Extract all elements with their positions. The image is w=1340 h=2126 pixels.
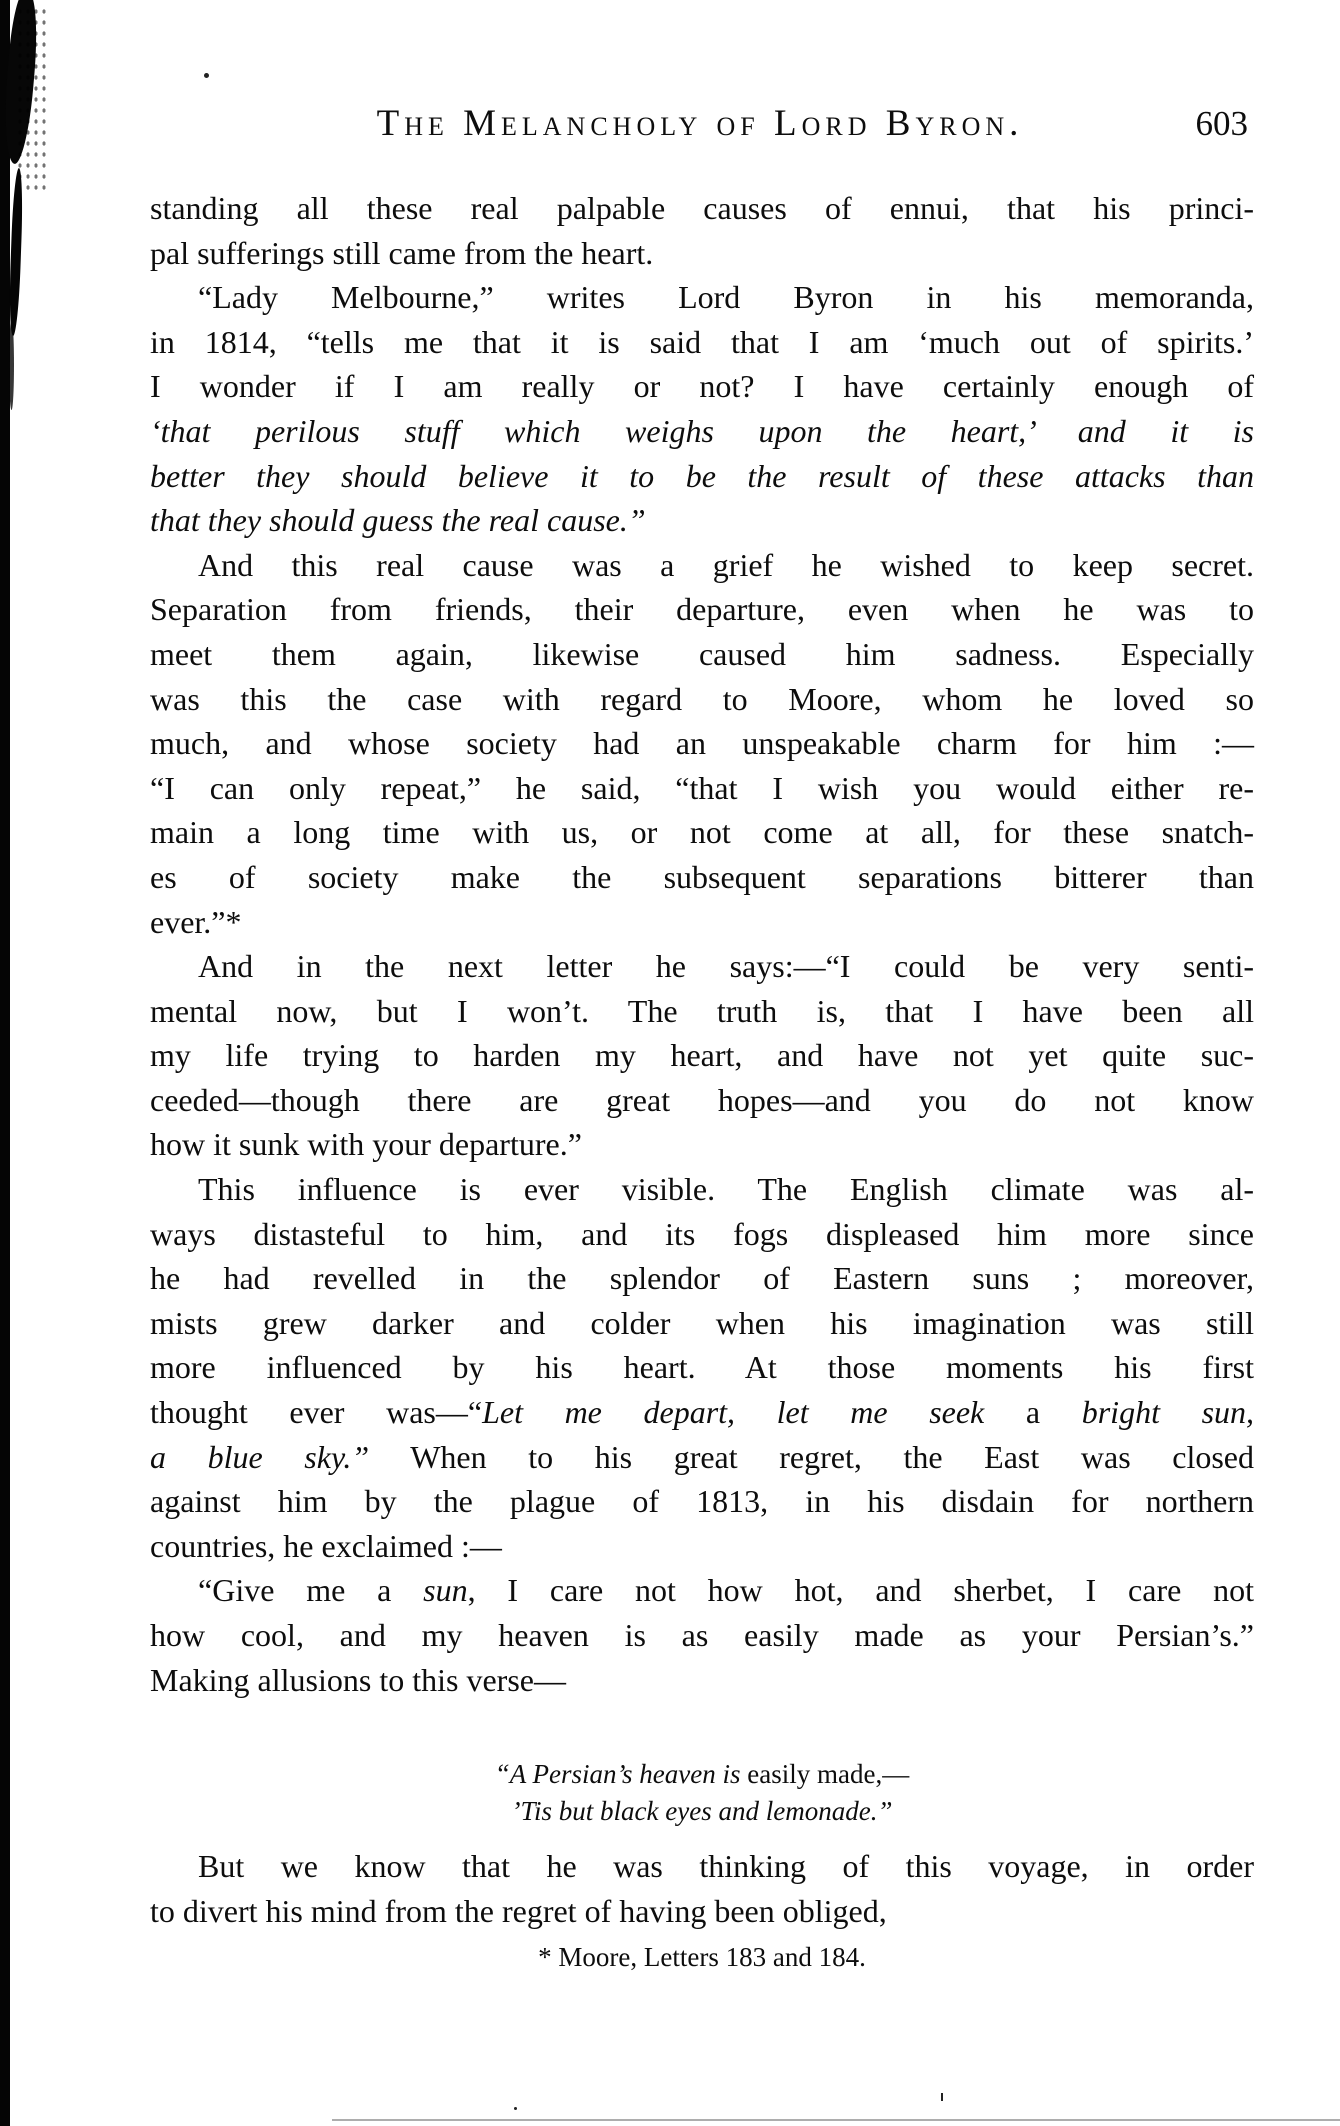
text-line <box>150 1345 1254 1390</box>
scan-speck <box>204 73 209 78</box>
text-segment: was this the case with regard to Moore, whom he loved so <box>150 680 1254 717</box>
text-line <box>150 1658 1254 1703</box>
text-segment: my life trying to harden my heart, and have not yet quite suc- <box>150 1037 1254 1074</box>
text-segment: ceeded—though there are great hopes—and you do not know <box>150 1081 1254 1118</box>
italic-text-segment: sun <box>423 1572 468 1609</box>
text-line <box>150 186 1254 231</box>
text-line <box>150 275 1254 320</box>
text-segment: to divert his mind from the regret of having been obliged, <box>150 1892 887 1929</box>
text-segment: When to his great regret, the East was closed <box>369 1438 1255 1475</box>
text-line <box>150 1122 1254 1167</box>
text-line <box>150 1889 1254 1934</box>
text-line <box>150 1256 1254 1301</box>
text-segment: pal sufferings still came from the heart. <box>150 234 654 271</box>
text-line <box>150 810 1254 855</box>
text-line <box>150 1613 1254 1658</box>
text-line <box>150 364 1254 409</box>
scan-ink-streak-small <box>9 320 14 410</box>
text-line <box>150 677 1254 722</box>
closing-paragraph <box>150 1844 1254 1933</box>
text-segment: easily made,— <box>740 1759 910 1790</box>
text-line <box>150 1390 1254 1435</box>
text-line <box>150 721 1254 766</box>
text-segment: he had revelled in the splendor of Eastern suns ; moreover, <box>150 1260 1254 1297</box>
text-segment: mental now, but I won’t. The truth is, that I have been all <box>150 992 1254 1029</box>
scan-speck <box>514 2107 517 2110</box>
text-line <box>150 498 1254 543</box>
text-segment: Separation from friends, their departure, even when he was to <box>150 591 1254 628</box>
italic-text-segment: “A Persian’s heaven is <box>494 1759 741 1790</box>
text-segment: “Lady Melbourne,” writes Lord Byron in his memoranda, <box>198 279 1254 316</box>
text-line <box>150 1435 1254 1480</box>
text-segment: Making allusions to this verse— <box>150 1661 566 1698</box>
text-line <box>150 587 1254 632</box>
text-segment: standing all these real palpable causes of ennui, that his princi- <box>150 190 1254 226</box>
text-segment: es of society make the subsequent separations bitterer than <box>150 858 1254 895</box>
text-segment: much, and whose society had an unspeakable charm for him :— <box>150 725 1254 762</box>
italic-text-segment: a blue sky.” <box>150 1438 370 1475</box>
text-segment: , I care not how hot, and sherbet, I care not <box>467 1572 1255 1609</box>
text-segment: mists grew darker and colder when his imagination was still <box>150 1304 1254 1341</box>
italic-text-segment: bright sun, <box>1081 1394 1255 1431</box>
body-text <box>150 186 1254 1974</box>
scan-ink-streak <box>8 168 24 336</box>
text-segment: against him by the plague of 1813, in his disdain for northern <box>150 1483 1254 1520</box>
text-line <box>150 1167 1254 1212</box>
text-line <box>150 1033 1254 1078</box>
scan-bottom-hairline <box>332 2119 1340 2121</box>
text-line <box>150 1212 1254 1257</box>
text-line <box>150 900 1254 945</box>
text-line <box>150 766 1254 811</box>
text-line <box>150 632 1254 677</box>
scan-edge-bar <box>0 0 10 2126</box>
text-line <box>150 1844 1254 1889</box>
italic-text-segment: better they should believe it to be the result of these attacks than <box>150 457 1254 494</box>
scan-speck <box>941 2093 943 2101</box>
running-head <box>150 102 1250 148</box>
page-number: 603 <box>1195 104 1248 143</box>
text-line <box>150 454 1254 499</box>
text-line <box>150 1078 1254 1123</box>
text-segment: more influenced by his heart. At those moments his first <box>150 1349 1254 1386</box>
text-line <box>150 231 1254 276</box>
text-line <box>150 1568 1254 1613</box>
text-segment: ways distasteful to him, and its fogs displeased him more since <box>150 1215 1254 1252</box>
text-segment: I wonder if I am really or not? I have certainly enough of <box>150 368 1254 405</box>
text-segment: “Give me a <box>198 1572 424 1609</box>
text-segment: thought ever was—“ <box>150 1394 483 1431</box>
text-segment: This influence is ever visible. The English climate was al- <box>198 1171 1254 1208</box>
text-segment: in 1814, “tells me that it is said that I am ‘much out of spirits.’ <box>150 323 1254 360</box>
text-segment: “I can only repeat,” he said, “that I wish you would either re- <box>150 769 1254 806</box>
scan-speckle-noise <box>16 6 50 196</box>
text-segment: And in the next letter he says:—“I could be very senti- <box>198 948 1254 985</box>
text-line <box>150 1479 1254 1524</box>
text-segment: how cool, and my heaven is as easily made as your Persian’s.” <box>150 1617 1254 1653</box>
text-segment: But we know that he was thinking of this voyage, in order <box>198 1848 1254 1885</box>
text-line <box>150 543 1254 588</box>
footnote: * Moore, Letters 183 and 184. <box>538 1942 866 1973</box>
italic-text-segment: ’Tis but black eyes and lemonade.” <box>511 1796 893 1827</box>
text-line <box>150 944 1254 989</box>
text-segment: countries, he exclaimed :— <box>150 1527 502 1564</box>
main-paragraphs <box>150 186 1254 1702</box>
text-line <box>150 1524 1254 1569</box>
text-line <box>150 1301 1254 1346</box>
text-line <box>150 1793 1254 1830</box>
text-line <box>150 855 1254 900</box>
text-segment: a <box>984 1394 1082 1431</box>
text-line <box>150 409 1254 454</box>
italic-text-segment: Let me depart, let me seek <box>482 1394 985 1431</box>
italic-text-segment: ‘that perilous stuff which weighs upon the heart,’ and it is <box>150 412 1254 449</box>
text-segment: And this real cause was a grief he wished to keep secret. <box>198 546 1254 583</box>
text-line <box>150 989 1254 1034</box>
text-segment: ever.”* <box>150 903 242 940</box>
text-line <box>150 1756 1254 1793</box>
page-title: The Melancholy of Lord Byron. <box>376 103 1024 144</box>
verse-block <box>150 1756 1254 1830</box>
text-segment: main a long time with us, or not come at all, for these snatch- <box>150 814 1254 851</box>
text-line <box>150 320 1254 365</box>
text-segment: meet them again, likewise caused him sadness. Especially <box>150 635 1254 672</box>
italic-text-segment: that they should guess the real cause.” <box>150 502 646 539</box>
text-segment: how it sunk with your departure.” <box>150 1126 582 1163</box>
